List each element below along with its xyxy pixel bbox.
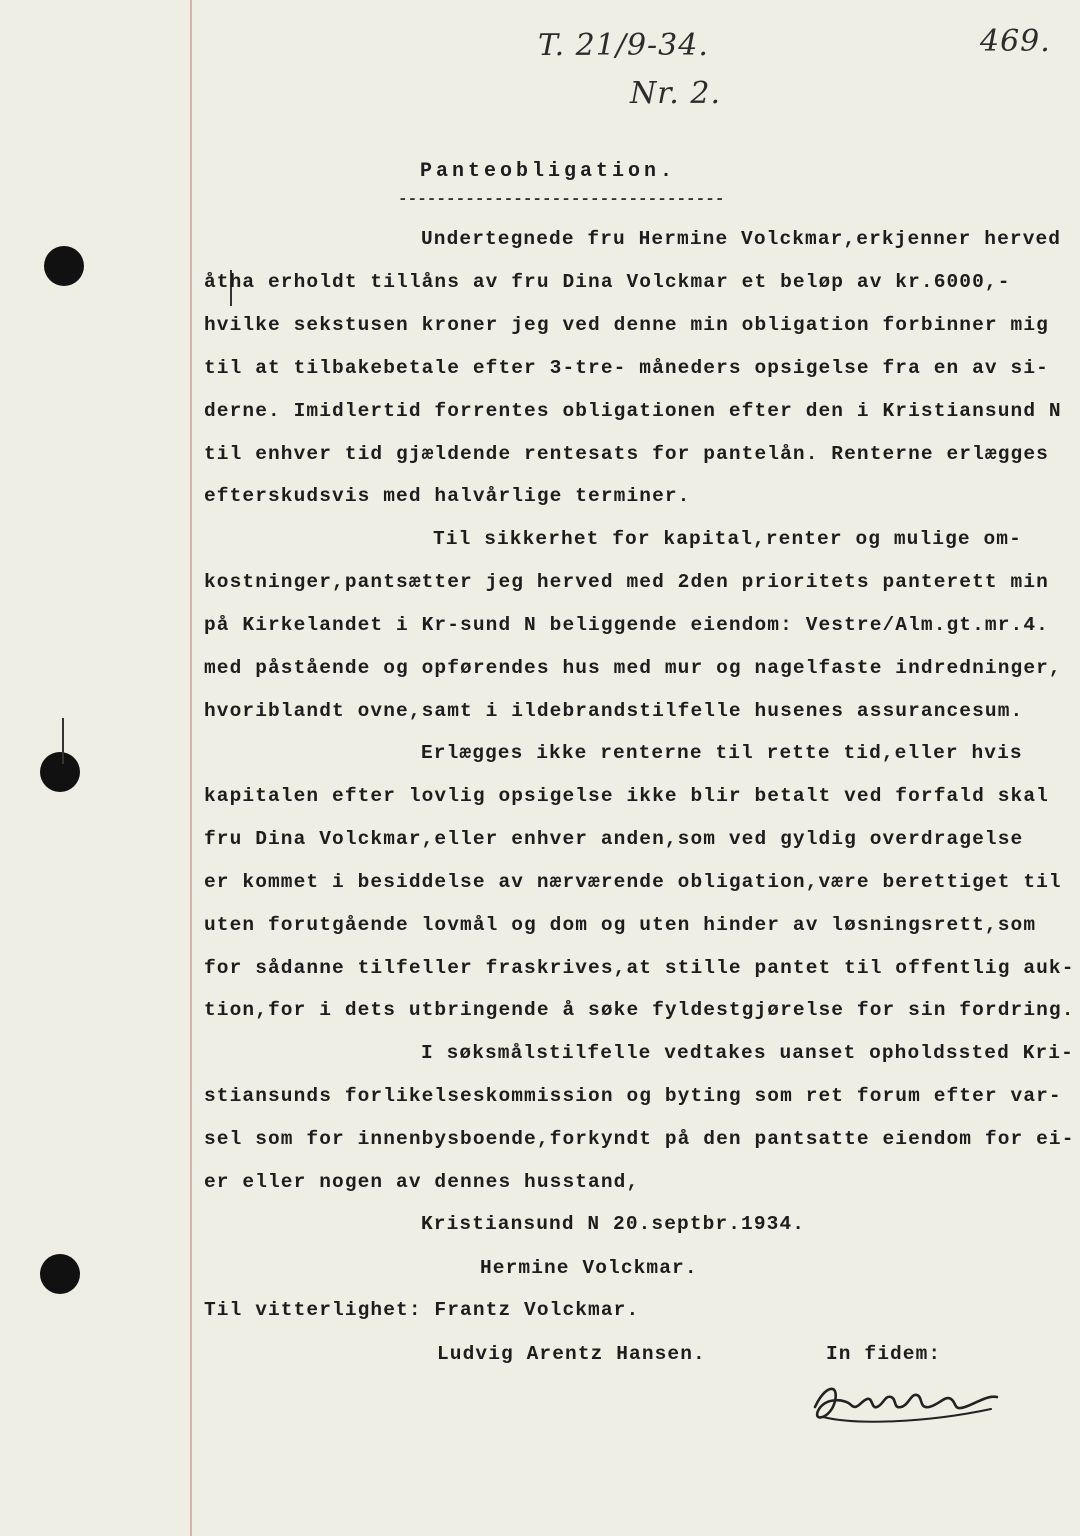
witness-line: Til vitterlighet: Frantz Volckmar. — [204, 1299, 640, 1321]
signatory-name: Hermine Volckmar. — [480, 1257, 698, 1279]
body-line: uten forutgående lovmål og dom og uten hinder av løsningsrett,som — [204, 914, 1037, 936]
body-line: åtha erholdt tillåns av fru Dina Volckmar et beløp av kr.6000,- — [204, 271, 1011, 293]
body-line: til at tilbakebetale efter 3-tre- måneders opsigelse fra en av si- — [204, 357, 1049, 379]
document-number: Nr. 2. — [630, 76, 721, 111]
body-line: I søksmålstilfelle vedtakes uanset opholdssted Kri- — [421, 1042, 1074, 1064]
punch-hole-icon — [40, 752, 80, 792]
document-title: Panteobligation. — [420, 160, 677, 183]
body-line: med påstående og opførendes hus med mur og nagelfaste indredninger, — [204, 657, 1062, 679]
margin-rule — [190, 0, 192, 1536]
title-underline: ---------------------------------- — [398, 190, 725, 208]
in-fidem-label: In fidem: — [826, 1343, 942, 1365]
body-line: tion,for i dets utbringende å søke fyldestgjørelse for sin fordring. — [204, 999, 1075, 1021]
body-line: på Kirkelandet i Kr-sund N beliggende eiendom: Vestre/Alm.gt.mr.4. — [204, 614, 1049, 636]
body-line: kostninger,pantsætter jeg herved med 2den prioritets panterett min — [204, 571, 1049, 593]
place-date: Kristiansund N 20.septbr.1934. — [421, 1213, 806, 1235]
body-line: er eller nogen av dennes husstand, — [204, 1171, 640, 1193]
signature-icon — [805, 1365, 1005, 1435]
body-line: til enhver tid gjældende rentesats for pantelån. Renterne erlægges — [204, 443, 1049, 465]
second-witness: Ludvig Arentz Hansen. — [437, 1343, 706, 1365]
punch-hole-icon — [40, 1254, 80, 1294]
date-mark: T. 21/9-34. — [538, 28, 709, 63]
body-line: fru Dina Volckmar,eller enhver anden,som ved gyldig overdragelse — [204, 828, 1024, 850]
body-line: derne. Imidlertid forrentes obligationen efter den i Kristiansund N — [204, 400, 1062, 422]
body-line: for sådanne tilfeller fraskrives,at stille pantet til offentlig auk- — [204, 957, 1075, 979]
body-line: hvoriblandt ovne,samt i ildebrandstilfelle husenes assurancesum. — [204, 700, 1024, 722]
body-line: hvilke sekstusen kroner jeg ved denne min obligation forbinner mig — [204, 314, 1049, 336]
body-line: sel som for innenbysboende,forkyndt på den pantsatte eiendom for ei- — [204, 1128, 1075, 1150]
body-line: efterskudsvis med halvårlige terminer. — [204, 485, 691, 507]
body-line: Til sikkerhet for kapital,renter og mulige om- — [433, 528, 1022, 550]
pen-mark — [62, 718, 64, 764]
body-line: stiansunds forlikelseskommission og byting som ret forum efter var- — [204, 1085, 1062, 1107]
body-line: kapitalen efter lovlig opsigelse ikke blir betalt ved forfald skal — [204, 785, 1049, 807]
body-line: Erlægges ikke renterne til rette tid,eller hvis — [421, 742, 1023, 764]
page-number: 469. — [980, 24, 1051, 59]
body-line: er kommet i besiddelse av nærværende obligation,være berettiget til — [204, 871, 1062, 893]
punch-hole-icon — [44, 246, 84, 286]
body-line: Undertegnede fru Hermine Volckmar,erkjenner herved — [421, 228, 1062, 250]
